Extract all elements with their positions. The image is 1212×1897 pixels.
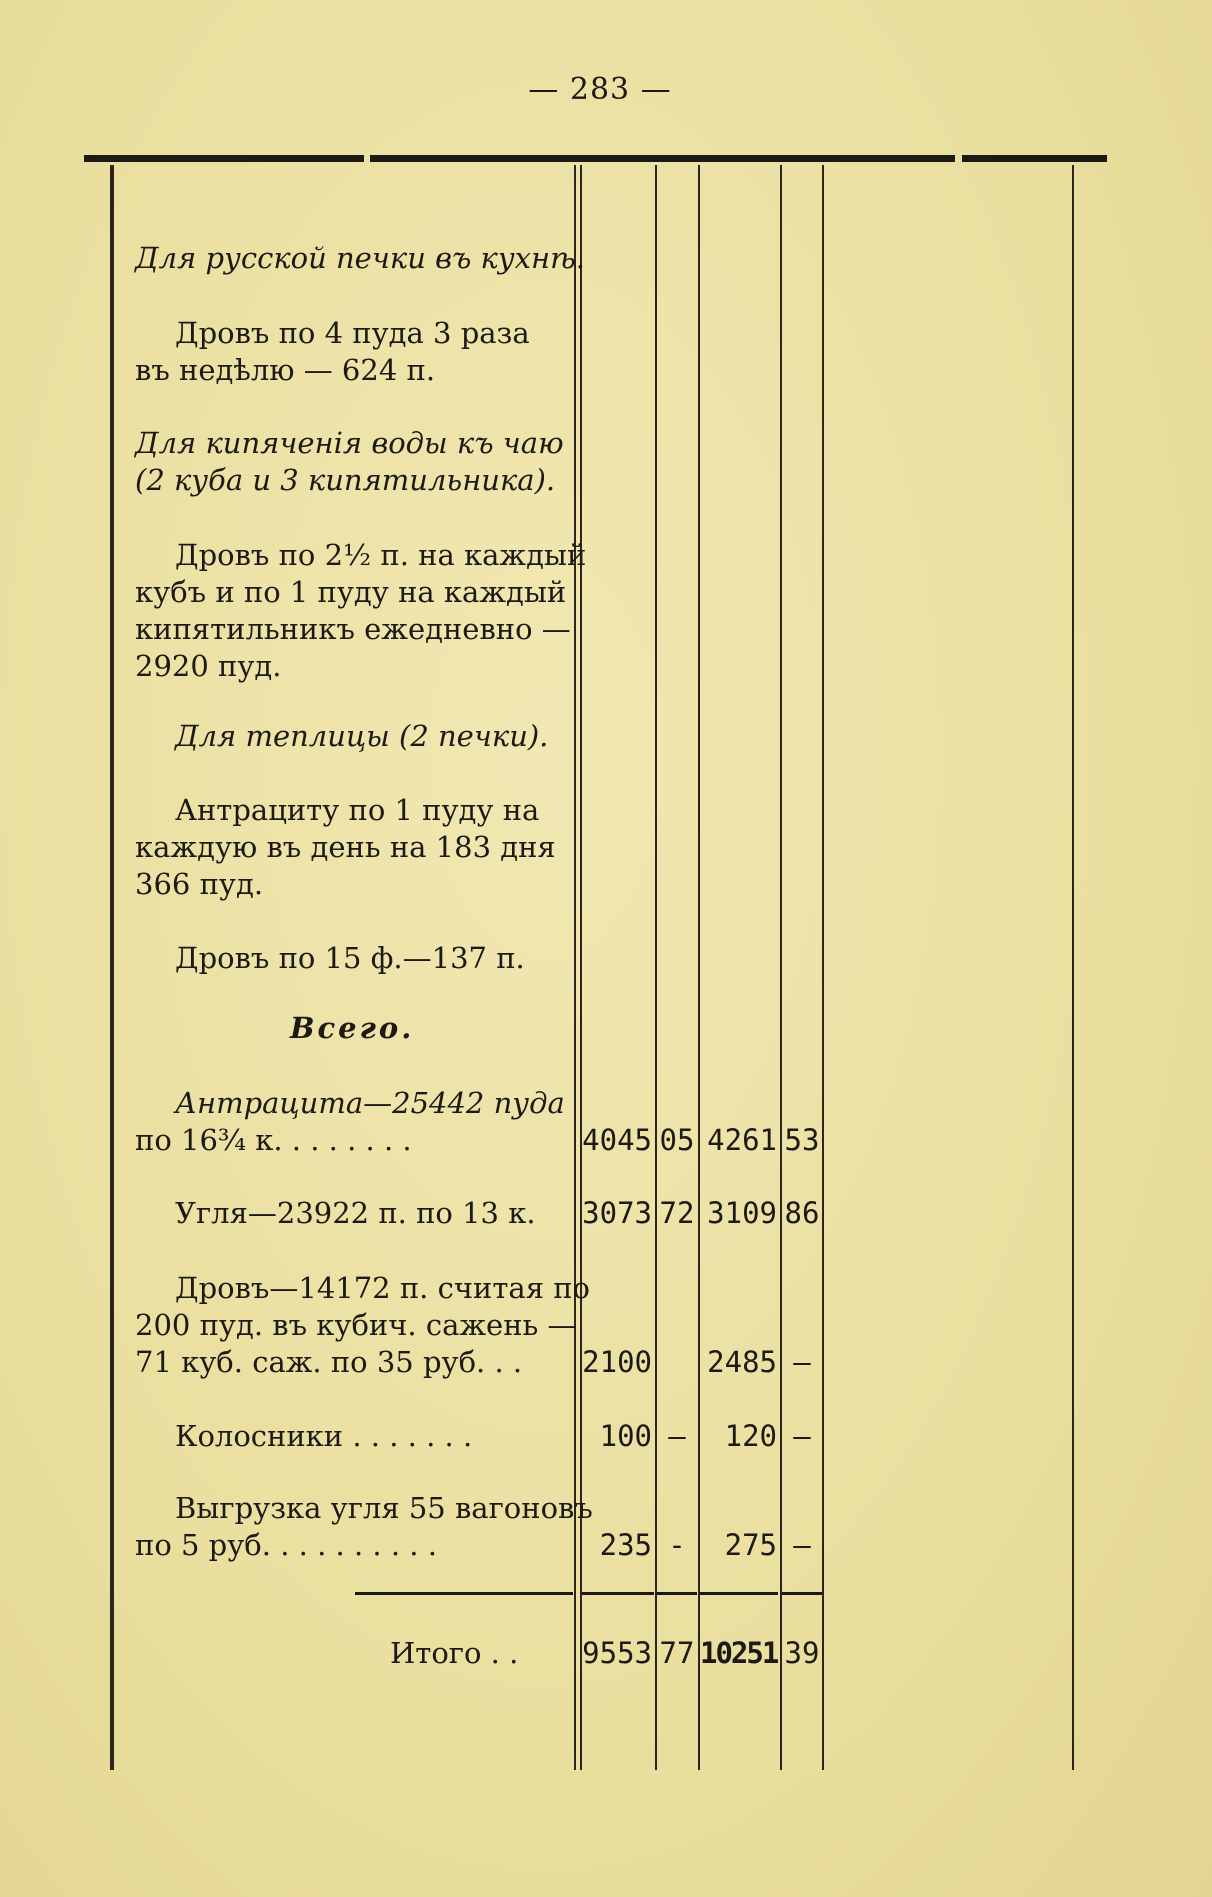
greenhouse-heading: Для теплицы (2 печки). <box>175 719 549 753</box>
total-rule <box>782 1592 822 1595</box>
row-label: Выгрузка угля 55 вагоновъ <box>175 1491 593 1525</box>
kop2-cell: 53 <box>784 1123 820 1157</box>
kitchen-heading: Для русской печки въ кухнѣ. <box>135 241 585 275</box>
greenhouse-line: каждую въ день на 183 дня <box>135 830 556 864</box>
rub1-cell: 3073 <box>582 1196 652 1230</box>
row-label: 71 куб. саж. по 35 руб. . . <box>135 1345 523 1379</box>
total-kop2: 39 <box>784 1636 820 1670</box>
total-kop1: 77 <box>659 1636 695 1670</box>
greenhouse-line: Дровъ по 15 ф.—137 п. <box>175 941 525 975</box>
greenhouse-line: Антрациту по 1 пуду на <box>175 793 540 827</box>
left-margin-rule <box>110 165 114 1770</box>
column-rule <box>822 165 824 1770</box>
top-rule <box>962 155 1107 162</box>
row-label: по 5 руб. . . . . . . . . . <box>135 1528 437 1562</box>
total-heading: Всего. <box>290 1011 415 1045</box>
rub2-cell: 4261 <box>707 1123 777 1157</box>
rub2-cell: 120 <box>724 1419 777 1453</box>
row-label: Антрацита—25442 пуда <box>175 1086 565 1120</box>
kop1-cell: — <box>668 1419 686 1453</box>
total-rub1: 9553 <box>582 1636 652 1670</box>
total-label: Итого . . <box>390 1636 519 1670</box>
row-label: Угля—23922 п. по 13 к. <box>175 1196 536 1230</box>
kop1-cell: 05 <box>659 1123 695 1157</box>
tea-heading: (2 куба и 3 кипятильника). <box>135 463 556 497</box>
row-label: 200 пуд. въ кубич. сажень — <box>135 1308 577 1342</box>
kop2-cell: — <box>793 1419 811 1453</box>
right-margin-rule <box>1072 165 1074 1770</box>
rub2-cell: 275 <box>724 1528 777 1562</box>
greenhouse-line: 366 пуд. <box>135 867 264 901</box>
kop1-cell: - <box>668 1528 686 1562</box>
rub1-cell: 100 <box>599 1419 652 1453</box>
tea-heading: Для кипяченія воды къ чаю <box>135 426 564 460</box>
rub1-cell: 4045 <box>582 1123 652 1157</box>
top-rule <box>370 155 955 162</box>
page-number: — 283 — <box>528 72 672 107</box>
tea-line: кипятильникъ ежедневно — <box>135 612 571 646</box>
total-rule <box>355 1592 573 1595</box>
kitchen-line: Дровъ по 4 пуда 3 раза <box>175 316 530 350</box>
total-rule <box>700 1592 778 1595</box>
kop2-cell: — <box>793 1345 811 1379</box>
tea-line: кубъ и по 1 пуду на каждый <box>135 575 567 609</box>
total-rule <box>657 1592 697 1595</box>
top-rule <box>84 155 364 162</box>
kitchen-line: въ недѣлю — 624 п. <box>135 353 436 387</box>
rub2-cell: 3109 <box>707 1196 777 1230</box>
total-rule <box>582 1592 654 1595</box>
rub1-cell: 2100 <box>582 1345 652 1379</box>
row-label: по 16¾ к. . . . . . . . <box>135 1123 412 1157</box>
kop2-cell: 86 <box>784 1196 820 1230</box>
kop1-cell: 72 <box>659 1196 695 1230</box>
rub1-cell: 235 <box>599 1528 652 1562</box>
column-rule <box>574 165 576 1770</box>
row-label: Дровъ—14172 п. считая по <box>175 1271 590 1305</box>
tea-line: 2920 пуд. <box>135 649 282 683</box>
tea-line: Дровъ по 2½ п. на каждый <box>175 538 587 572</box>
rub2-cell: 2485 <box>707 1345 777 1379</box>
total-rub2: 10251 <box>700 1636 778 1670</box>
row-label: Колосники . . . . . . . <box>175 1419 473 1453</box>
kop2-cell: — <box>793 1528 811 1562</box>
